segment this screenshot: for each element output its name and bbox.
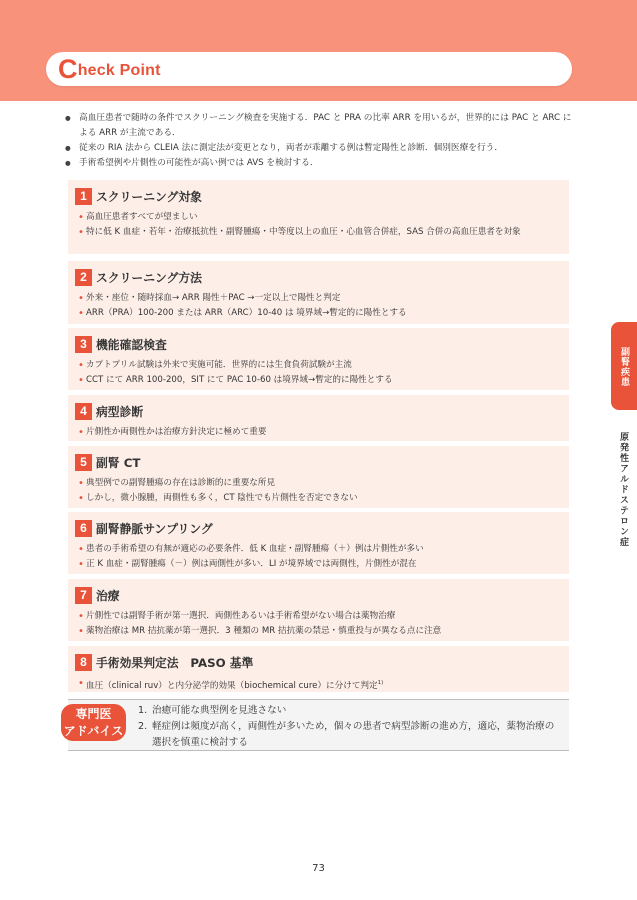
- section-item: • しかし，微小腺腫，両側性も多く，CT 陰性でも片側性を否定できない: [78, 491, 563, 506]
- badge-line-2: アドバイス: [63, 724, 124, 738]
- section-3: [68, 328, 569, 390]
- section-title: スクリーニング方法: [96, 270, 202, 285]
- advice-item: [138, 719, 563, 751]
- page-number: 73: [312, 863, 325, 874]
- section-number: 1: [75, 188, 92, 205]
- section-title: 手術効果判定法 PASO 基準: [96, 655, 254, 670]
- summary-list: [64, 111, 576, 171]
- section-item: • カプトプリル試験は外来で実施可能．世界的には生食負荷試験が主流: [78, 358, 563, 373]
- section-1: [68, 180, 569, 254]
- section-title: 副腎静脈サンプリング: [96, 521, 213, 536]
- section-number: 8: [75, 654, 92, 671]
- section-title: 機能確認検査: [96, 337, 167, 352]
- section-number: 4: [75, 403, 92, 420]
- section-item: • 正 K 血症・副腎腫瘍（－）例は両側性が多い．LI が境界域では両側性，片側性が混在: [78, 557, 563, 572]
- section-item: • 患者の手術希望の有無が適応の必要条件．低 K 血症・副腎腫瘍（＋）例は片側性が多い: [78, 542, 563, 557]
- section-4: [68, 395, 569, 441]
- check-point-title: [58, 52, 161, 86]
- advice-number: 1.: [138, 705, 148, 716]
- chapter-title-vertical: 原発性アルドステロン症: [618, 432, 628, 548]
- reference-mark: 1): [377, 680, 384, 686]
- section-number: 7: [75, 587, 92, 604]
- section-5: [68, 446, 569, 508]
- summary-item: ● 従来の RIA 法から CLEIA 法に測定法が変更となり，両者が乖離する例は暫定陽性と診断．個別医療を行う．: [64, 141, 576, 156]
- section-title: スクリーニング対象: [96, 189, 202, 204]
- advice-text: 治癒可能な典型例を見逃さない: [152, 705, 287, 716]
- section-item: • 外来・座位・随時採血→ ARR 陽性＋PAC →一定以上で陽性と判定: [78, 291, 563, 306]
- section-item: • CCT にて ARR 100-200，SIT にて PAC 10-60 は境界域→暫定的に陽性とする: [78, 373, 563, 388]
- badge-line-1: 専門医: [75, 707, 112, 721]
- section-number: 5: [75, 454, 92, 471]
- section-title: 副腎 CT: [96, 455, 141, 470]
- section-item: • 高血圧患者すべてが望ましい: [78, 210, 563, 225]
- section-number: 2: [75, 269, 92, 286]
- section-item: • 薬物治療は MR 拮抗薬が第一選択．3 種類の MR 拮抗薬の禁忌・慎重投与が異なる点に注意: [78, 624, 563, 639]
- section-item-text: 血圧（clinical ruv）と内分泌学的効果（biochemical cure）に分けて判定: [86, 680, 378, 691]
- section-item: • 片側性では副腎手術が第一選択．両側性あるいは手術希望がない場合は薬物治療: [78, 609, 563, 624]
- section-item: • ARR（PRA）100-200 または ARR（ARC）10-40 は 境界域→暫定的に陽性とする: [78, 306, 563, 321]
- advice-list: [138, 703, 563, 751]
- section-item: • 典型例での副腎腫瘍の存在は診断的に重要な所見: [78, 476, 563, 491]
- advice-badge: [61, 704, 126, 741]
- section-item: [78, 676, 563, 694]
- title-initial: C: [58, 54, 78, 84]
- section-title: 病型診断: [96, 404, 144, 419]
- summary-item: ● 手術希望例や片側性の可能性が高い例では AVS を検討する．: [64, 156, 576, 171]
- advice-number: 2.: [138, 721, 148, 732]
- title-rest: heck Point: [77, 62, 161, 79]
- section-item: • 片側性か両側性かは治療方針決定に極めて重要: [78, 425, 563, 440]
- summary-item: ● 高血圧患者で随時の条件でスクリーニング検査を実施する．PAC と PRA の比率 ARR を用いるが，世界的には PAC と ARC による ARR が主流である．: [64, 111, 576, 141]
- section-8: [68, 646, 569, 692]
- section-2: [68, 261, 569, 324]
- advice-item: [138, 703, 563, 719]
- section-6: [68, 512, 569, 574]
- advice-text: 軽症例は頻度が高く，両側性が多いため，個々の患者で病型診断の進め方，適応，薬物治療の選択を慎重に検討する: [152, 721, 555, 748]
- section-item: • 特に低 K 血症・若年・治療抵抗性・副腎腫瘍・中等度以上の血圧・心血管合併症，SAS 合併の高血圧患者を対象: [78, 225, 563, 240]
- chapter-tab-label: 副腎疾患: [619, 347, 629, 387]
- section-number: 3: [75, 336, 92, 353]
- section-7: [68, 579, 569, 641]
- section-title: 治療: [96, 588, 120, 603]
- section-number: 6: [75, 520, 92, 537]
